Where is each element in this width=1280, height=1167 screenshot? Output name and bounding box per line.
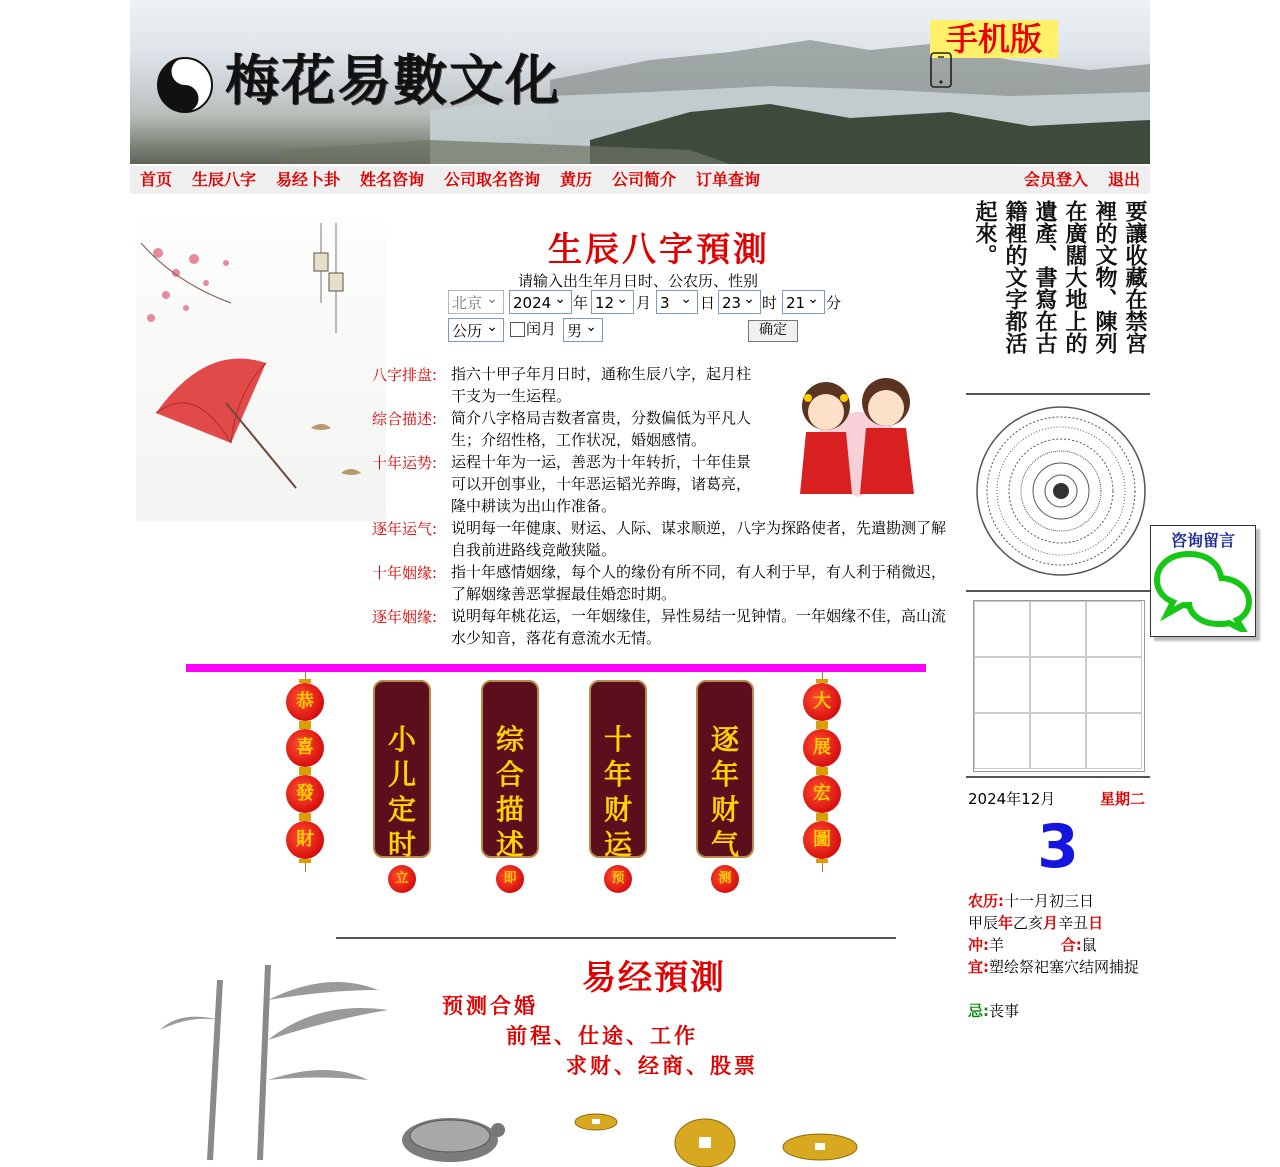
yijing-line: 前程、仕途、工作 [506,1023,698,1048]
calligraphy-quote [970,200,1148,382]
minute-unit: 分 [826,294,842,312]
nav-company-naming[interactable]: 公司取名咨询 [444,170,541,189]
confirm-button[interactable]: 确定 [748,320,798,342]
sidebar-divider [966,776,1150,778]
yi-row: 宜:塑绘祭祀塞穴结网捕捉 [968,958,1140,976]
leap-month-checkbox[interactable] [510,322,525,337]
nav-almanac[interactable]: 黄历 [560,170,593,189]
desc-label: 逐年姻缘: [372,608,438,626]
nine-palace-chart[interactable] [973,600,1145,772]
lantern: 展 [803,729,841,767]
sign-foot-lantern: 测 [711,865,739,893]
sign-foot-lantern: 立 [388,865,416,893]
lunar-date-row: 农历:十一月初三日 [968,892,1095,910]
lantern: 圖 [803,821,841,859]
hour-unit: 时 [762,294,778,312]
quote-column: 要讓收藏在禁宮 [1122,200,1148,354]
sidebar-divider [966,393,1150,395]
desc-text: 运程十年为一运，善恶为十年转折，十年佳景可以开创事业，十年恶运韬光养晦，诸葛亮，隆中耕读为出山作准备。 [451,453,752,515]
bazi-title: 生辰八字預測 [548,230,770,270]
chat-bubbles-icon[interactable] [1153,548,1253,632]
nav-logout[interactable]: 退出 [1108,170,1141,189]
desc-text: 说明每年桃花运，一年姻缘佳，异性易结一见钟情。一年姻缘不佳，高山流水少知音，落花有意流水无情。 [451,607,947,647]
sidebar-divider [966,590,1150,592]
calendar-month: 2024年12月 [968,790,1056,808]
nav-home[interactable]: 首页 [140,170,173,189]
nav-order-query[interactable]: 订单查询 [696,170,761,189]
chong-he-row: 冲:羊 合:鼠 [968,936,1097,954]
city-select[interactable]: 北京 ⌄ [448,290,504,314]
consult-widget[interactable] [1150,525,1256,637]
desc-label: 综合描述: [372,410,438,428]
desc-text: 指十年感情姻缘，每个人的缘份有所不同，有人利于早，有人利于稍微迟，了解姻缘善恶掌握最佳婚恋时期。 [451,563,947,603]
lantern: 宏 [803,775,841,813]
desc-text: 说明每一年健康、财运、人际、谋求顺逆，八字为探路使者，先遣勘测了解自我前进路线竞敞狭隘。 [451,519,947,559]
desc-label: 十年运势: [372,454,438,472]
yijing-line: 预测合婚 [442,993,538,1018]
sign-foot-lantern: 预 [604,865,632,893]
site-title: 梅花易數文化 [225,48,561,112]
year-unit: 年 [573,294,589,312]
site-banner [130,0,1150,164]
bamboo-turtle-painting [150,960,510,1167]
umbrella-illustration [136,223,386,521]
desc-label: 八字排盘: [372,366,438,384]
desc-label: 逐年运气: [372,520,438,538]
magenta-divider [186,664,926,672]
leap-month-label: 闰月 [526,320,557,338]
lantern: 財 [286,821,324,859]
sign-general-description[interactable]: 综 合 描 述 [481,680,539,858]
gender-select[interactable]: 男 ⌄ [563,318,603,342]
sign-yearly-fortune[interactable]: 逐 年 财 气 [696,680,754,858]
coin-icon [574,1112,618,1132]
sign-ten-year-fortune[interactable]: 十 年 财 运 [589,680,647,858]
calendar-day: 3 [1037,812,1079,882]
desc-text: 指六十甲子年月日时，通称生辰八字，起月柱干支为一生运程。 [451,365,752,405]
hour-select[interactable]: 23 ⌄ [718,290,761,314]
sign-child-birth-time[interactable]: 小 儿 定 时 [373,680,431,858]
quote-column: 起來。 [972,200,998,266]
quote-column: 裡的文物、陳列 [1092,200,1118,354]
nav-yijing[interactable]: 易经卜卦 [276,170,341,189]
minute-select[interactable]: 21 ⌄ [782,290,825,314]
yijing-title: 易经預測 [582,958,726,998]
mobile-phone-icon[interactable] [930,52,952,88]
umbrella-painting [136,223,386,521]
year-select[interactable]: 2024 ⌄ [509,290,572,314]
sign-foot-lantern: 即 [496,865,524,893]
wedding-couple-illustration [778,372,938,500]
month-unit: 月 [636,294,652,312]
mobile-version-link[interactable]: 手机版 [930,20,1058,58]
lantern: 大 [803,683,841,721]
nav-login[interactable]: 会员登入 [1024,170,1089,189]
lantern: 喜 [286,729,324,767]
coin-icon [782,1132,858,1162]
section-divider [336,937,896,939]
lantern: 恭 [286,683,324,721]
coin-icon [674,1115,736,1167]
nav-name-consult[interactable]: 姓名咨询 [360,170,425,189]
main-nav [130,166,1150,194]
yin-yang-icon [156,56,214,114]
desc-label: 十年姻缘: [372,564,438,582]
nav-about[interactable]: 公司简介 [612,170,677,189]
consult-label[interactable]: 咨询留言 [1170,531,1235,550]
bazi-prompt: 请输入出生年月日时、公农历、性别 [518,272,759,290]
day-unit: 日 [700,294,716,312]
yijing-line: 求财、经商、股票 [566,1053,758,1078]
month-select[interactable]: 12 ⌄ [591,290,634,314]
day-select[interactable]: 3 ⌄ [656,290,698,314]
nav-bazi[interactable]: 生辰八字 [192,170,257,189]
ganzhi-row: 甲辰年乙亥月辛丑日 [968,914,1104,932]
quote-column: 籍裡的文字都活 [1002,200,1028,354]
lantern: 發 [286,775,324,813]
quote-column: 在廣闊大地上的 [1062,200,1088,354]
calendar-weekday: 星期二 [1100,790,1146,808]
calendar-type-select[interactable]: 公历 ⌄ [448,318,504,342]
desc-text: 简介八字格局吉数者富贵，分数偏低为平凡人生；介绍性格，工作状况，婚姻感情。 [451,409,752,449]
ji-row: 忌:丧事 [968,1002,1020,1020]
luopan-compass-image[interactable] [975,405,1147,577]
quote-column: 遺產、書寫在古 [1032,200,1058,354]
